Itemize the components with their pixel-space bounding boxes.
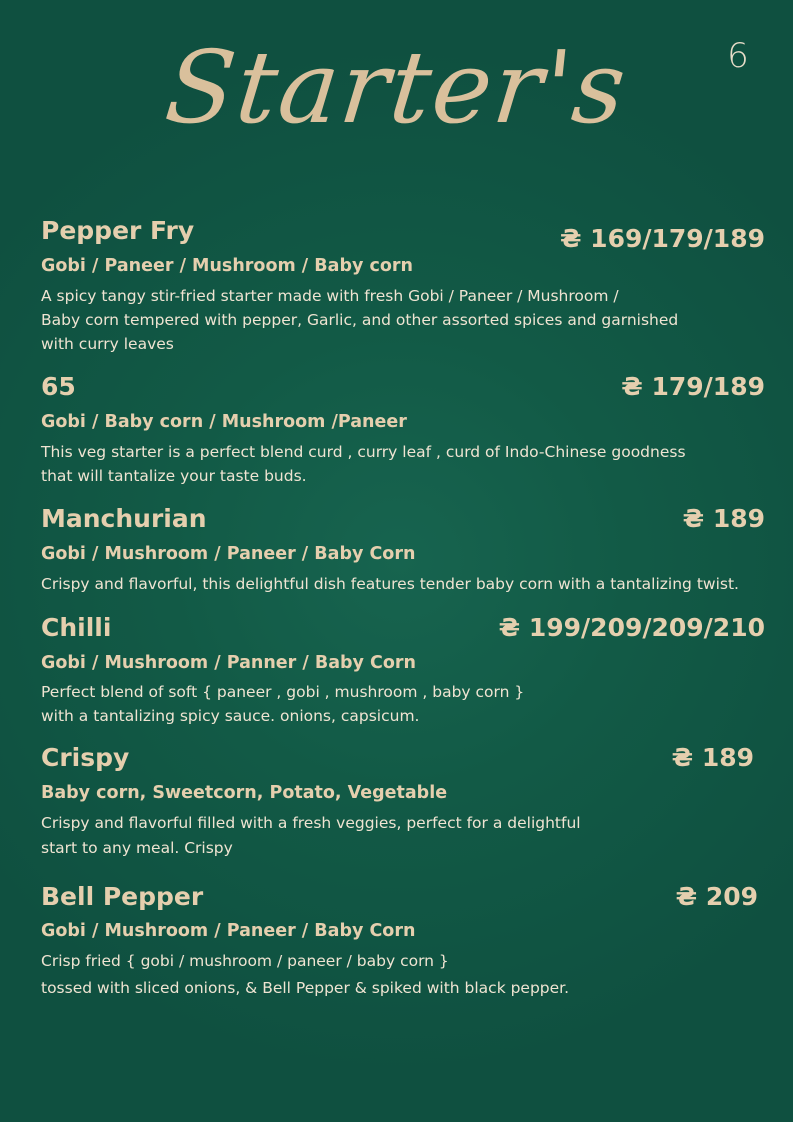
item-price: ₴ 179/189 [621, 372, 765, 401]
item-variants: Gobi / Mushroom / Paneer / Baby Corn [41, 544, 416, 564]
item-name: Manchurian [41, 504, 207, 533]
item-variants: Gobi / Baby corn / Mushroom /Paneer [41, 412, 407, 432]
item-description: A spicy tangy stir-fried starter made with fresh Gobi / Paneer / Mushroom / Baby corn tempered with pepper, Garlic, and other assorted spices and garnished with curry leaves [41, 287, 679, 353]
page-number: 6 [727, 36, 749, 76]
item-name: Chilli [41, 613, 112, 642]
item-name: Bell Pepper [41, 882, 204, 911]
item-price: ₴ 169/179/189 [559, 224, 765, 253]
item-variants: Baby corn, Sweetcorn, Potato, Vegetable [41, 783, 448, 803]
item-variants: Gobi / Mushroom / Paneer / Baby Corn [41, 921, 416, 941]
item-description: This veg starter is a perfect blend curd , curry leaf , curd of Indo-Chinese goodness that will tantalize your taste buds. [41, 443, 686, 485]
item-description: Crispy and flavorful filled with a fresh veggies, perfect for a delightful start to any meal. Crispy [41, 814, 581, 857]
item-description: Crispy and flavorful, this delightful dish features tender baby corn with a tantalizing twist. [41, 575, 739, 593]
item-name: 65 [41, 372, 76, 401]
item-description: Perfect blend of soft { paneer , gobi , mushroom , baby corn } with a tantalizing spicy sauce. onions, capsicum. [41, 683, 525, 725]
item-description: Crisp fried { gobi / mushroom / paneer / baby corn } tossed with sliced onions, & Bell Pepper & spiked with black pepper. [41, 952, 570, 997]
item-price: ₴ 189 [671, 743, 754, 772]
item-price: ₴ 189 [682, 504, 765, 533]
page-title: Starter's [160, 29, 633, 146]
item-name: Pepper Fry [41, 216, 195, 245]
item-price: ₴ 199/209/209/210 [498, 613, 765, 642]
item-name: Crispy [41, 743, 130, 772]
item-price: ₴ 209 [675, 882, 758, 911]
item-variants: Gobi / Mushroom / Panner / Baby Corn [41, 653, 417, 673]
item-variants: Gobi / Paneer / Mushroom / Baby corn [41, 256, 413, 276]
